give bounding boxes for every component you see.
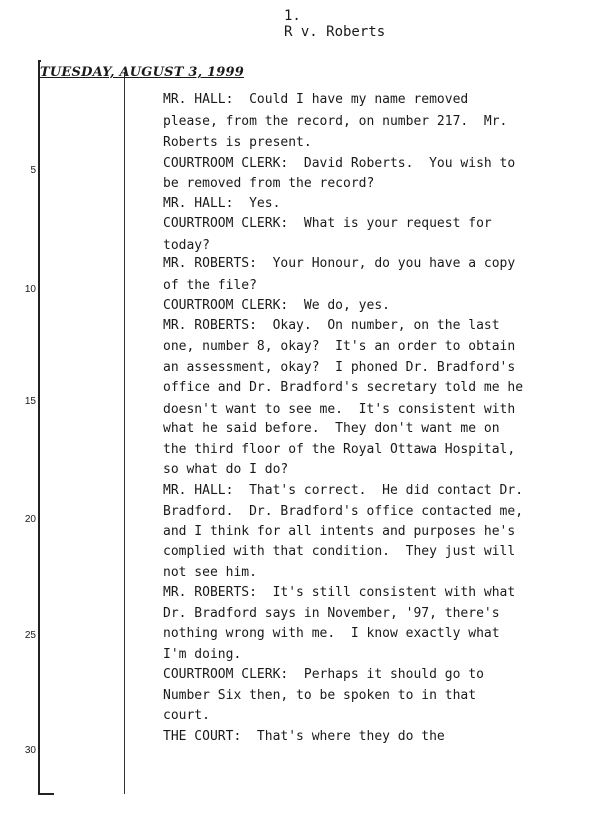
case-title: R v. Roberts [284, 24, 386, 40]
line-number: 5 [30, 165, 36, 176]
transcript-line: COURTROOM CLERK: Perhaps it should go to [163, 667, 484, 682]
line-number: 15 [24, 396, 36, 407]
transcript-line: MR. ROBERTS: It's still consistent with what [163, 585, 516, 600]
transcript-line: and I think for all intents and purposes he's [163, 524, 516, 539]
transcript-line: Roberts is present. [163, 135, 312, 150]
transcript-line: doesn't want to see me. It's consistent with [163, 402, 516, 417]
margin-rule-bottom-cap [38, 793, 54, 795]
transcript-line: what he said before. They don't want me on [163, 421, 500, 436]
transcript-line: complied with that condition. They just will [163, 544, 516, 559]
transcript-line: MR. ROBERTS: Your Honour, do you have a copy [163, 256, 516, 271]
transcript-line: office and Dr. Bradford's secretary told me he [163, 380, 524, 395]
transcript-line: COURTROOM CLERK: David Roberts. You wish to [163, 156, 516, 171]
line-number: 20 [24, 514, 36, 525]
transcript-line: I'm doing. [163, 647, 242, 662]
transcript-line: THE COURT: That's where they do the [163, 729, 445, 744]
transcript-line: so what do I do? [163, 462, 289, 477]
transcript-line: an assessment, okay? I phoned Dr. Bradford's [163, 360, 516, 375]
transcript-line: one, number 8, okay? It's an order to obtain [163, 339, 516, 354]
line-number: 30 [24, 745, 36, 756]
line-number: 25 [24, 630, 36, 641]
transcript-line: MR. HALL: Yes. [163, 196, 281, 211]
date-heading: TUESDAY, AUGUST 3, 1999 [40, 65, 245, 80]
transcript-line: today? [163, 238, 210, 253]
transcript-line: of the file? [163, 278, 257, 293]
transcript-line: MR. ROBERTS: Okay. On number, on the last [163, 318, 500, 333]
transcript-line: not see him. [163, 565, 257, 580]
transcript-line: the third floor of the Royal Ottawa Hospital, [163, 442, 516, 457]
transcript-line: be removed from the record? [163, 176, 375, 191]
transcript-line: Dr. Bradford says in November, '97, there's [163, 606, 500, 621]
margin-rule-text [124, 72, 125, 794]
transcript-line: nothing wrong with me. I know exactly what [163, 626, 500, 641]
transcript-line: MR. HALL: That's correct. He did contact Dr. [163, 483, 524, 498]
page-number: 1. [284, 8, 301, 24]
transcript-line: please, from the record, on number 217. Mr. [163, 114, 508, 129]
transcript-line: court. [163, 708, 210, 723]
transcript-line: MR. HALL: Could I have my name removed [163, 92, 469, 107]
transcript-line: Number Six then, to be spoken to in that [163, 688, 477, 703]
transcript-line: Bradford. Dr. Bradford's office contacted me, [163, 504, 524, 519]
transcript-line: COURTROOM CLERK: We do, yes. [163, 298, 390, 313]
margin-rule-left [38, 82, 40, 794]
transcript-line: COURTROOM CLERK: What is your request for [163, 216, 492, 231]
line-number: 10 [24, 284, 36, 295]
